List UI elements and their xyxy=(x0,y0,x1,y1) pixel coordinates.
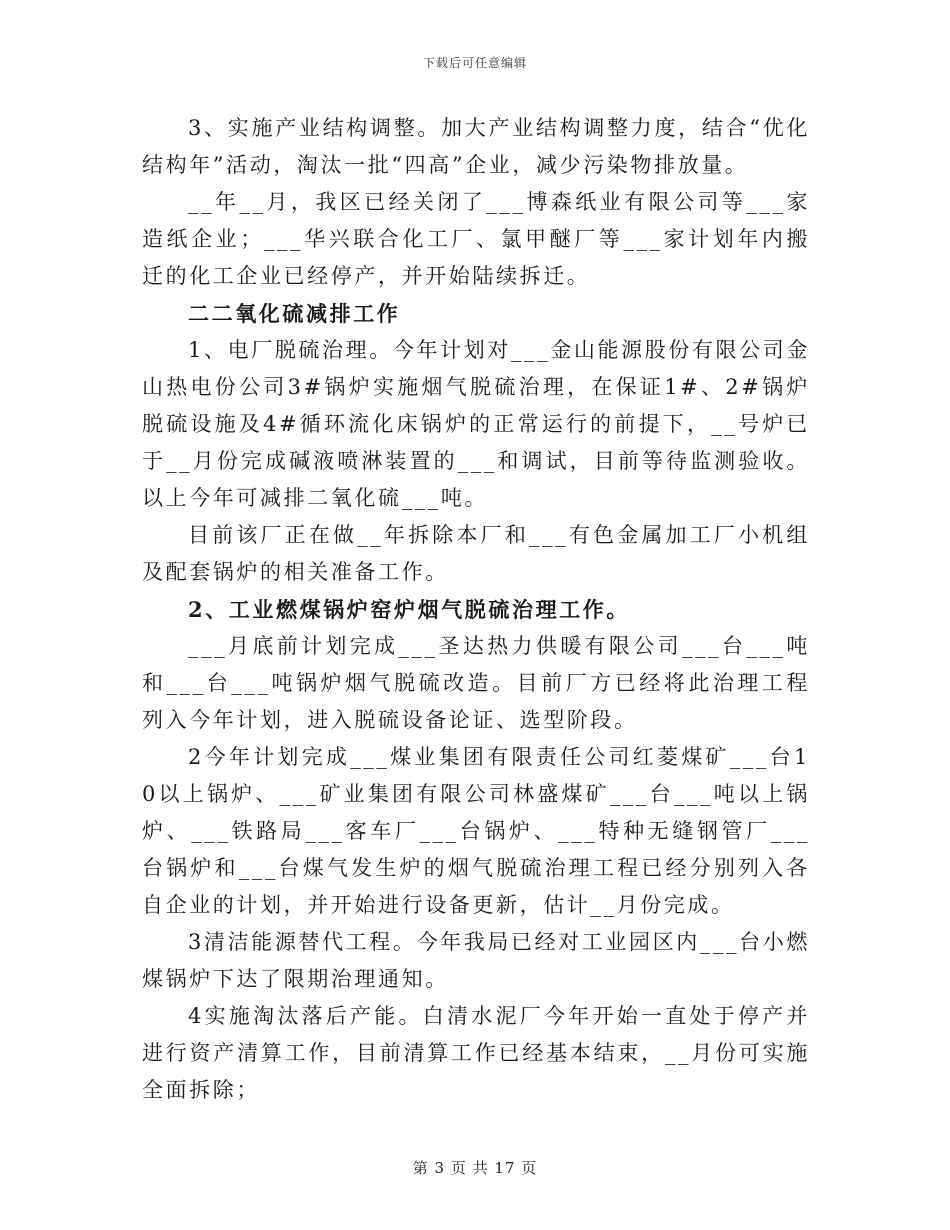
paragraph-eliminate-capacity: 4实施淘汰落后产能。白清水泥厂今年开始一直处于停产并进行资产清算工作，目前清算工作已经基本结束，__月份可实施全面拆除； xyxy=(142,1004,810,1102)
paragraph-closed-enterprises: __年__月，我区已经关闭了___博森纸业有限公司等___家造纸企业；___华兴联合化工厂、氯甲醚厂等___家计划年内搬迁的化工企业已经停产，并开始陆续拆迁。 xyxy=(142,190,810,288)
paragraph-industry-restructuring: 3、实施产业结构调整。加大产业结构调整力度，结合“优化结构年”活动，淘汰一批“四高”企业，减少污染物排放量。 xyxy=(142,116,810,177)
section-heading-industrial-boilers: 2、工业燃煤锅炉窑炉烟气脱硫治理工作。 xyxy=(188,597,631,622)
page-number-footer: 第 3 页 共 17 页 xyxy=(412,1159,538,1177)
paragraph-plant-demolition-prep: 目前该厂正在做__年拆除本厂和___有色金属加工厂小机组及配套锅炉的相关准备工作。 xyxy=(142,523,810,584)
paragraph-clean-energy: 3清洁能源替代工程。今年我局已经对工业园区内___台小燃煤锅炉下达了限期治理通知。 xyxy=(142,930,810,991)
section-heading-so2-reduction: 二二氧化硫减排工作 xyxy=(188,301,401,326)
paragraph-coal-group-plans: 2今年计划完成___煤业集团有限责任公司红菱煤矿___台10以上锅炉、___矿业集团有限公司林盛煤矿___台___吨以上锅炉、___铁路局___客车厂___台锅炉、___特种无缝钢管厂___台锅炉和___台煤气发生炉的烟气脱硫治理工程已经分别列入各自企业的计划，并开始进行设备更新，估计__月份完成。 xyxy=(142,745,810,917)
page-header: 下载后可任意编辑 xyxy=(422,56,527,70)
document-body xyxy=(142,110,810,1109)
paragraph-power-plant-desulfurization: 1、电厂脱硫治理。今年计划对___金山能源股份有限公司金山热电份公司3#锅炉实施烟气脱硫治理，在保证1#、2#锅炉脱硫设施及4#循环流化床锅炉的正常运行的前提下，__号炉已于__月份完成碱液喷淋装置的___和调试，目前等待监测验收。以上今年可减排二氧化硫___吨。 xyxy=(142,338,810,510)
paragraph-heating-company-retrofit: ___月底前计划完成___圣达热力供暖有限公司___台___吨和___台___吨锅炉烟气脱硫改造。目前厂方已经将此治理工程列入今年计划，进入脱硫设备论证、选型阶段。 xyxy=(142,634,810,732)
